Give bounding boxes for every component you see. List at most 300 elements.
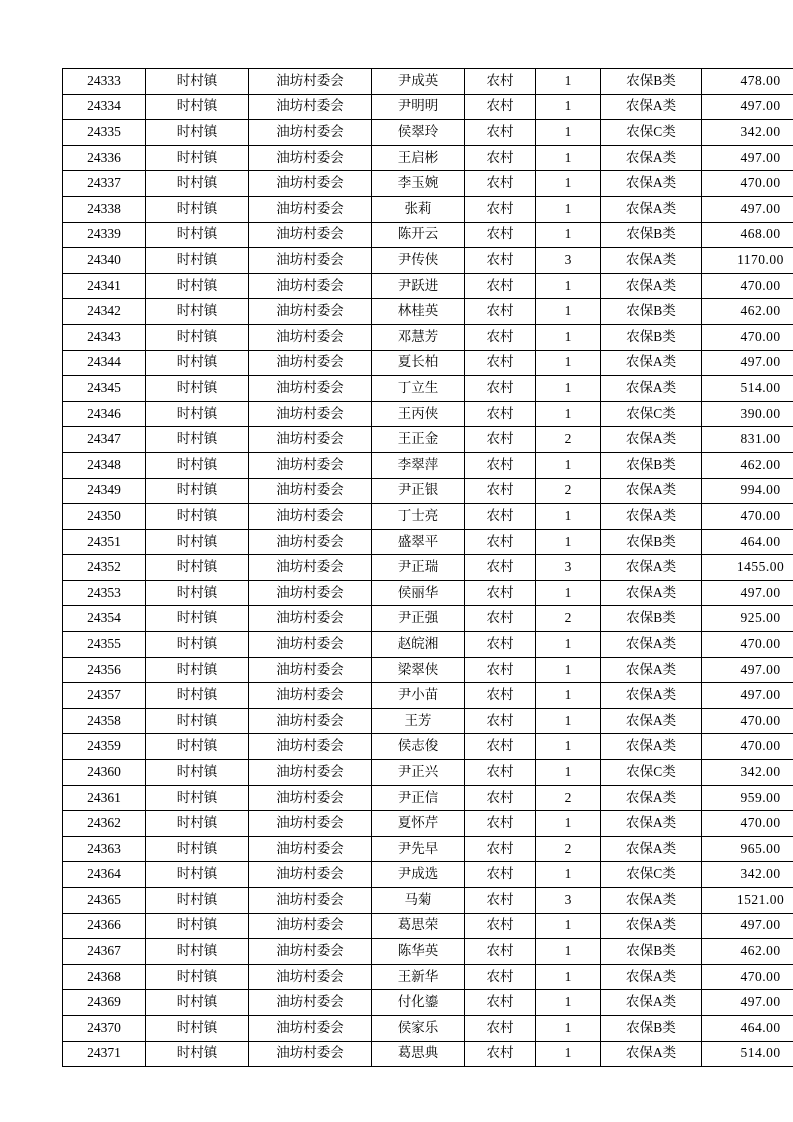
cell-type: 农村 bbox=[465, 708, 536, 734]
cell-town: 时村镇 bbox=[146, 69, 249, 95]
cell-amount: 478.00 bbox=[702, 69, 793, 95]
cell-name: 尹先早 bbox=[372, 836, 465, 862]
cell-category: 农保B类 bbox=[601, 299, 702, 325]
cell-type: 农村 bbox=[465, 273, 536, 299]
cell-category: 农保A类 bbox=[601, 145, 702, 171]
cell-type: 农村 bbox=[465, 555, 536, 581]
cell-amount: 342.00 bbox=[702, 862, 793, 888]
cell-amount: 464.00 bbox=[702, 1015, 793, 1041]
cell-name: 尹小苗 bbox=[372, 683, 465, 709]
cell-village: 油坊村委会 bbox=[249, 785, 372, 811]
table-row bbox=[63, 913, 793, 939]
cell-id: 24362 bbox=[63, 811, 146, 837]
cell-amount: 497.00 bbox=[702, 350, 793, 376]
cell-town: 时村镇 bbox=[146, 657, 249, 683]
cell-category: 农保A类 bbox=[601, 811, 702, 837]
cell-id: 24364 bbox=[63, 862, 146, 888]
cell-amount: 470.00 bbox=[702, 708, 793, 734]
cell-type: 农村 bbox=[465, 606, 536, 632]
table-row bbox=[63, 299, 793, 325]
cell-id: 24343 bbox=[63, 324, 146, 350]
cell-category: 农保A类 bbox=[601, 171, 702, 197]
table-row bbox=[63, 504, 793, 530]
cell-village: 油坊村委会 bbox=[249, 145, 372, 171]
cell-name: 侯家乐 bbox=[372, 1015, 465, 1041]
table-row bbox=[63, 990, 793, 1016]
cell-town: 时村镇 bbox=[146, 734, 249, 760]
table-row bbox=[63, 555, 793, 581]
cell-town: 时村镇 bbox=[146, 580, 249, 606]
cell-count: 1 bbox=[536, 222, 601, 248]
cell-category: 农保A类 bbox=[601, 427, 702, 453]
cell-id: 24342 bbox=[63, 299, 146, 325]
cell-name: 盛翠平 bbox=[372, 529, 465, 555]
cell-amount: 470.00 bbox=[702, 171, 793, 197]
cell-count: 1 bbox=[536, 94, 601, 120]
cell-amount: 514.00 bbox=[702, 1041, 793, 1067]
cell-category: 农保B类 bbox=[601, 529, 702, 555]
table-row bbox=[63, 632, 793, 658]
cell-town: 时村镇 bbox=[146, 785, 249, 811]
cell-village: 油坊村委会 bbox=[249, 401, 372, 427]
table-row bbox=[63, 452, 793, 478]
cell-village: 油坊村委会 bbox=[249, 171, 372, 197]
cell-category: 农保A类 bbox=[601, 376, 702, 402]
cell-name: 付化鎏 bbox=[372, 990, 465, 1016]
cell-town: 时村镇 bbox=[146, 964, 249, 990]
cell-id: 24351 bbox=[63, 529, 146, 555]
cell-amount: 462.00 bbox=[702, 452, 793, 478]
cell-id: 24369 bbox=[63, 990, 146, 1016]
table-row bbox=[63, 196, 793, 222]
table-row bbox=[63, 657, 793, 683]
cell-town: 时村镇 bbox=[146, 529, 249, 555]
cell-category: 农保A类 bbox=[601, 1041, 702, 1067]
cell-count: 1 bbox=[536, 529, 601, 555]
cell-type: 农村 bbox=[465, 811, 536, 837]
cell-amount: 497.00 bbox=[702, 196, 793, 222]
cell-town: 时村镇 bbox=[146, 120, 249, 146]
cell-id: 24349 bbox=[63, 478, 146, 504]
cell-town: 时村镇 bbox=[146, 606, 249, 632]
cell-village: 油坊村委会 bbox=[249, 888, 372, 914]
cell-town: 时村镇 bbox=[146, 836, 249, 862]
cell-category: 农保A类 bbox=[601, 196, 702, 222]
cell-type: 农村 bbox=[465, 504, 536, 530]
cell-type: 农村 bbox=[465, 990, 536, 1016]
cell-town: 时村镇 bbox=[146, 222, 249, 248]
cell-type: 农村 bbox=[465, 964, 536, 990]
cell-category: 农保A类 bbox=[601, 478, 702, 504]
table-row bbox=[63, 427, 793, 453]
cell-name: 葛思典 bbox=[372, 1041, 465, 1067]
cell-count: 1 bbox=[536, 580, 601, 606]
cell-type: 农村 bbox=[465, 939, 536, 965]
cell-name: 尹明明 bbox=[372, 94, 465, 120]
cell-type: 农村 bbox=[465, 478, 536, 504]
cell-name: 李翠萍 bbox=[372, 452, 465, 478]
cell-town: 时村镇 bbox=[146, 350, 249, 376]
cell-count: 2 bbox=[536, 785, 601, 811]
table-row bbox=[63, 529, 793, 555]
cell-town: 时村镇 bbox=[146, 171, 249, 197]
cell-id: 24371 bbox=[63, 1041, 146, 1067]
cell-amount: 468.00 bbox=[702, 222, 793, 248]
cell-town: 时村镇 bbox=[146, 888, 249, 914]
table-row bbox=[63, 222, 793, 248]
table-row bbox=[63, 785, 793, 811]
cell-village: 油坊村委会 bbox=[249, 580, 372, 606]
cell-village: 油坊村委会 bbox=[249, 939, 372, 965]
table-row bbox=[63, 939, 793, 965]
cell-village: 油坊村委会 bbox=[249, 427, 372, 453]
cell-category: 农保C类 bbox=[601, 862, 702, 888]
cell-count: 1 bbox=[536, 862, 601, 888]
cell-town: 时村镇 bbox=[146, 683, 249, 709]
cell-category: 农保A类 bbox=[601, 273, 702, 299]
cell-amount: 994.00 bbox=[702, 478, 793, 504]
cell-count: 2 bbox=[536, 427, 601, 453]
cell-village: 油坊村委会 bbox=[249, 376, 372, 402]
cell-id: 24340 bbox=[63, 248, 146, 274]
cell-count: 1 bbox=[536, 913, 601, 939]
cell-category: 农保C类 bbox=[601, 760, 702, 786]
cell-count: 2 bbox=[536, 606, 601, 632]
cell-count: 1 bbox=[536, 196, 601, 222]
cell-town: 时村镇 bbox=[146, 94, 249, 120]
cell-id: 24339 bbox=[63, 222, 146, 248]
cell-town: 时村镇 bbox=[146, 273, 249, 299]
cell-amount: 470.00 bbox=[702, 504, 793, 530]
cell-count: 1 bbox=[536, 632, 601, 658]
cell-village: 油坊村委会 bbox=[249, 913, 372, 939]
cell-amount: 497.00 bbox=[702, 913, 793, 939]
cell-id: 24344 bbox=[63, 350, 146, 376]
cell-type: 农村 bbox=[465, 69, 536, 95]
cell-count: 1 bbox=[536, 350, 601, 376]
cell-type: 农村 bbox=[465, 376, 536, 402]
cell-name: 侯志俊 bbox=[372, 734, 465, 760]
cell-category: 农保B类 bbox=[601, 69, 702, 95]
cell-count: 3 bbox=[536, 248, 601, 274]
cell-amount: 462.00 bbox=[702, 299, 793, 325]
cell-category: 农保A类 bbox=[601, 657, 702, 683]
cell-category: 农保A类 bbox=[601, 836, 702, 862]
cell-name: 张莉 bbox=[372, 196, 465, 222]
cell-count: 1 bbox=[536, 452, 601, 478]
cell-name: 尹传侠 bbox=[372, 248, 465, 274]
cell-village: 油坊村委会 bbox=[249, 324, 372, 350]
table-row bbox=[63, 683, 793, 709]
cell-count: 1 bbox=[536, 708, 601, 734]
cell-town: 时村镇 bbox=[146, 555, 249, 581]
cell-category: 农保A类 bbox=[601, 734, 702, 760]
cell-category: 农保A类 bbox=[601, 990, 702, 1016]
cell-name: 尹正兴 bbox=[372, 760, 465, 786]
cell-name: 尹正强 bbox=[372, 606, 465, 632]
table-row bbox=[63, 964, 793, 990]
cell-village: 油坊村委会 bbox=[249, 862, 372, 888]
cell-category: 农保A类 bbox=[601, 504, 702, 530]
cell-village: 油坊村委会 bbox=[249, 683, 372, 709]
cell-amount: 497.00 bbox=[702, 94, 793, 120]
cell-type: 农村 bbox=[465, 913, 536, 939]
cell-town: 时村镇 bbox=[146, 452, 249, 478]
cell-category: 农保B类 bbox=[601, 222, 702, 248]
cell-amount: 470.00 bbox=[702, 273, 793, 299]
cell-id: 24352 bbox=[63, 555, 146, 581]
cell-count: 1 bbox=[536, 171, 601, 197]
cell-amount: 462.00 bbox=[702, 939, 793, 965]
cell-name: 赵皖湘 bbox=[372, 632, 465, 658]
cell-amount: 497.00 bbox=[702, 580, 793, 606]
cell-town: 时村镇 bbox=[146, 811, 249, 837]
table-row bbox=[63, 1015, 793, 1041]
cell-name: 尹跃进 bbox=[372, 273, 465, 299]
cell-name: 陈开云 bbox=[372, 222, 465, 248]
cell-type: 农村 bbox=[465, 862, 536, 888]
cell-count: 1 bbox=[536, 1041, 601, 1067]
table-row bbox=[63, 120, 793, 146]
cell-category: 农保B类 bbox=[601, 1015, 702, 1041]
table-row bbox=[63, 811, 793, 837]
cell-count: 1 bbox=[536, 401, 601, 427]
cell-category: 农保B类 bbox=[601, 939, 702, 965]
cell-name: 尹成英 bbox=[372, 69, 465, 95]
cell-category: 农保A类 bbox=[601, 964, 702, 990]
cell-amount: 925.00 bbox=[702, 606, 793, 632]
cell-id: 24337 bbox=[63, 171, 146, 197]
cell-amount: 470.00 bbox=[702, 964, 793, 990]
cell-count: 2 bbox=[536, 478, 601, 504]
cell-count: 1 bbox=[536, 299, 601, 325]
cell-type: 农村 bbox=[465, 171, 536, 197]
cell-amount: 470.00 bbox=[702, 734, 793, 760]
cell-village: 油坊村委会 bbox=[249, 836, 372, 862]
table-body bbox=[63, 69, 793, 1067]
cell-name: 葛思荣 bbox=[372, 913, 465, 939]
cell-name: 夏长柏 bbox=[372, 350, 465, 376]
cell-count: 2 bbox=[536, 836, 601, 862]
cell-type: 农村 bbox=[465, 734, 536, 760]
table-row bbox=[63, 324, 793, 350]
cell-name: 王新华 bbox=[372, 964, 465, 990]
cell-name: 尹正银 bbox=[372, 478, 465, 504]
cell-village: 油坊村委会 bbox=[249, 299, 372, 325]
cell-id: 24367 bbox=[63, 939, 146, 965]
cell-count: 1 bbox=[536, 120, 601, 146]
cell-type: 农村 bbox=[465, 452, 536, 478]
cell-name: 王丙侠 bbox=[372, 401, 465, 427]
table-row bbox=[63, 836, 793, 862]
cell-count: 1 bbox=[536, 69, 601, 95]
cell-id: 24341 bbox=[63, 273, 146, 299]
table-row bbox=[63, 478, 793, 504]
cell-id: 24335 bbox=[63, 120, 146, 146]
cell-type: 农村 bbox=[465, 401, 536, 427]
cell-village: 油坊村委会 bbox=[249, 1015, 372, 1041]
cell-town: 时村镇 bbox=[146, 1041, 249, 1067]
cell-category: 农保A类 bbox=[601, 248, 702, 274]
cell-type: 农村 bbox=[465, 657, 536, 683]
cell-village: 油坊村委会 bbox=[249, 69, 372, 95]
cell-count: 1 bbox=[536, 990, 601, 1016]
cell-amount: 497.00 bbox=[702, 657, 793, 683]
cell-count: 1 bbox=[536, 324, 601, 350]
cell-amount: 470.00 bbox=[702, 632, 793, 658]
cell-count: 1 bbox=[536, 760, 601, 786]
cell-id: 24365 bbox=[63, 888, 146, 914]
cell-name: 邓慧芳 bbox=[372, 324, 465, 350]
cell-id: 24361 bbox=[63, 785, 146, 811]
cell-name: 陈华英 bbox=[372, 939, 465, 965]
cell-id: 24368 bbox=[63, 964, 146, 990]
cell-town: 时村镇 bbox=[146, 913, 249, 939]
table-row bbox=[63, 1041, 793, 1067]
cell-name: 尹成选 bbox=[372, 862, 465, 888]
cell-count: 1 bbox=[536, 964, 601, 990]
cell-amount: 390.00 bbox=[702, 401, 793, 427]
cell-category: 农保A类 bbox=[601, 785, 702, 811]
cell-town: 时村镇 bbox=[146, 324, 249, 350]
cell-name: 尹正瑞 bbox=[372, 555, 465, 581]
cell-amount: 342.00 bbox=[702, 120, 793, 146]
cell-type: 农村 bbox=[465, 299, 536, 325]
cell-count: 1 bbox=[536, 504, 601, 530]
cell-count: 1 bbox=[536, 939, 601, 965]
table-row bbox=[63, 350, 793, 376]
cell-amount: 965.00 bbox=[702, 836, 793, 862]
cell-type: 农村 bbox=[465, 94, 536, 120]
cell-type: 农村 bbox=[465, 529, 536, 555]
table-row bbox=[63, 862, 793, 888]
cell-id: 24347 bbox=[63, 427, 146, 453]
cell-town: 时村镇 bbox=[146, 299, 249, 325]
cell-category: 农保A类 bbox=[601, 580, 702, 606]
cell-type: 农村 bbox=[465, 222, 536, 248]
cell-category: 农保B类 bbox=[601, 324, 702, 350]
cell-id: 24345 bbox=[63, 376, 146, 402]
table-row bbox=[63, 273, 793, 299]
table-row bbox=[63, 888, 793, 914]
cell-category: 农保C类 bbox=[601, 401, 702, 427]
cell-village: 油坊村委会 bbox=[249, 222, 372, 248]
cell-count: 1 bbox=[536, 273, 601, 299]
cell-village: 油坊村委会 bbox=[249, 478, 372, 504]
cell-village: 油坊村委会 bbox=[249, 248, 372, 274]
table-row bbox=[63, 401, 793, 427]
cell-type: 农村 bbox=[465, 1015, 536, 1041]
cell-village: 油坊村委会 bbox=[249, 452, 372, 478]
cell-amount: 497.00 bbox=[702, 145, 793, 171]
cell-town: 时村镇 bbox=[146, 990, 249, 1016]
cell-type: 农村 bbox=[465, 683, 536, 709]
cell-town: 时村镇 bbox=[146, 401, 249, 427]
cell-town: 时村镇 bbox=[146, 939, 249, 965]
cell-id: 24370 bbox=[63, 1015, 146, 1041]
cell-id: 24360 bbox=[63, 760, 146, 786]
cell-id: 24355 bbox=[63, 632, 146, 658]
cell-village: 油坊村委会 bbox=[249, 811, 372, 837]
cell-category: 农保A类 bbox=[601, 555, 702, 581]
cell-id: 24359 bbox=[63, 734, 146, 760]
cell-village: 油坊村委会 bbox=[249, 94, 372, 120]
subsidy-recipients-table bbox=[62, 68, 793, 1067]
cell-type: 农村 bbox=[465, 248, 536, 274]
cell-town: 时村镇 bbox=[146, 632, 249, 658]
table-row bbox=[63, 94, 793, 120]
cell-id: 24358 bbox=[63, 708, 146, 734]
cell-category: 农保A类 bbox=[601, 94, 702, 120]
cell-id: 24356 bbox=[63, 657, 146, 683]
cell-type: 农村 bbox=[465, 350, 536, 376]
cell-type: 农村 bbox=[465, 120, 536, 146]
cell-id: 24353 bbox=[63, 580, 146, 606]
cell-count: 3 bbox=[536, 555, 601, 581]
cell-category: 农保A类 bbox=[601, 683, 702, 709]
cell-category: 农保A类 bbox=[601, 350, 702, 376]
cell-village: 油坊村委会 bbox=[249, 760, 372, 786]
cell-amount: 464.00 bbox=[702, 529, 793, 555]
cell-village: 油坊村委会 bbox=[249, 606, 372, 632]
cell-id: 24346 bbox=[63, 401, 146, 427]
cell-id: 24350 bbox=[63, 504, 146, 530]
table-row bbox=[63, 734, 793, 760]
cell-category: 农保C类 bbox=[601, 120, 702, 146]
cell-town: 时村镇 bbox=[146, 145, 249, 171]
cell-village: 油坊村委会 bbox=[249, 120, 372, 146]
cell-town: 时村镇 bbox=[146, 376, 249, 402]
cell-type: 农村 bbox=[465, 888, 536, 914]
cell-village: 油坊村委会 bbox=[249, 632, 372, 658]
cell-count: 1 bbox=[536, 145, 601, 171]
cell-village: 油坊村委会 bbox=[249, 504, 372, 530]
cell-town: 时村镇 bbox=[146, 862, 249, 888]
cell-id: 24338 bbox=[63, 196, 146, 222]
cell-village: 油坊村委会 bbox=[249, 1041, 372, 1067]
cell-type: 农村 bbox=[465, 632, 536, 658]
cell-town: 时村镇 bbox=[146, 248, 249, 274]
cell-village: 油坊村委会 bbox=[249, 196, 372, 222]
cell-name: 尹正信 bbox=[372, 785, 465, 811]
cell-id: 24357 bbox=[63, 683, 146, 709]
cell-id: 24334 bbox=[63, 94, 146, 120]
cell-amount: 1521.00 bbox=[702, 888, 793, 914]
cell-town: 时村镇 bbox=[146, 1015, 249, 1041]
table-row bbox=[63, 708, 793, 734]
cell-village: 油坊村委会 bbox=[249, 555, 372, 581]
table-row bbox=[63, 69, 793, 95]
cell-id: 24363 bbox=[63, 836, 146, 862]
cell-type: 农村 bbox=[465, 836, 536, 862]
cell-name: 夏怀芹 bbox=[372, 811, 465, 837]
cell-village: 油坊村委会 bbox=[249, 529, 372, 555]
cell-town: 时村镇 bbox=[146, 196, 249, 222]
cell-village: 油坊村委会 bbox=[249, 990, 372, 1016]
cell-village: 油坊村委会 bbox=[249, 657, 372, 683]
cell-amount: 959.00 bbox=[702, 785, 793, 811]
table-row bbox=[63, 171, 793, 197]
cell-category: 农保B类 bbox=[601, 606, 702, 632]
cell-name: 王启彬 bbox=[372, 145, 465, 171]
cell-name: 侯丽华 bbox=[372, 580, 465, 606]
cell-town: 时村镇 bbox=[146, 504, 249, 530]
cell-amount: 470.00 bbox=[702, 811, 793, 837]
cell-town: 时村镇 bbox=[146, 427, 249, 453]
cell-id: 24336 bbox=[63, 145, 146, 171]
cell-amount: 497.00 bbox=[702, 990, 793, 1016]
cell-amount: 470.00 bbox=[702, 324, 793, 350]
